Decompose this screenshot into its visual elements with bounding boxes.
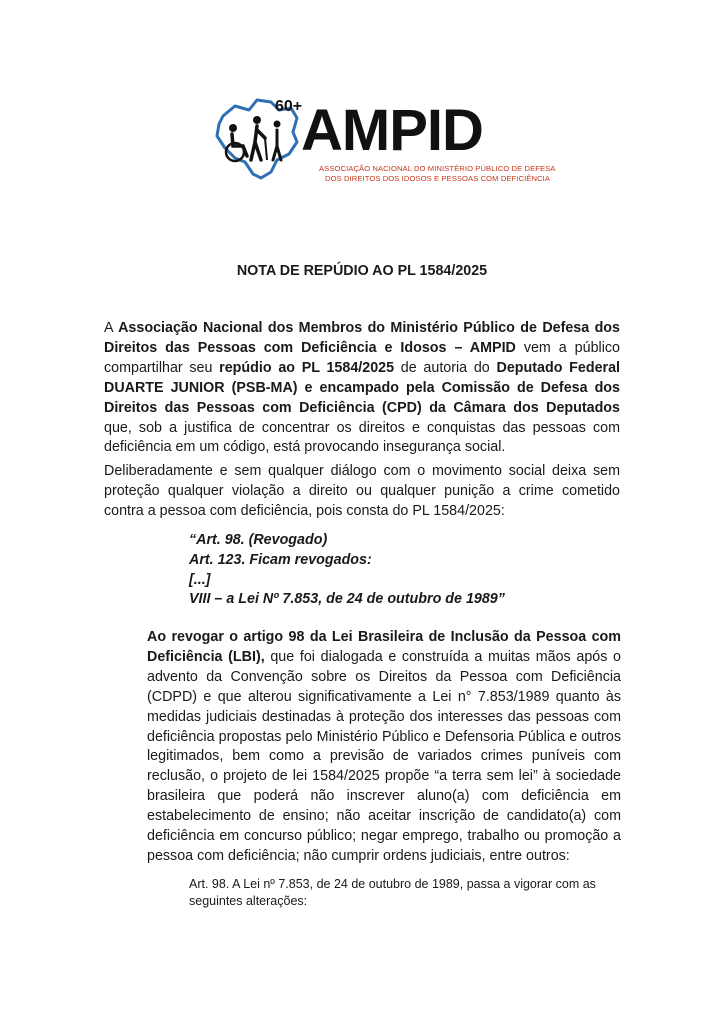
quote-line: Art. 123. Ficam revogados: — [189, 551, 372, 568]
elderly-person-icon — [251, 116, 267, 160]
logo-badge: 60+ — [275, 98, 303, 115]
logo-subtitle-line1: ASSOCIAÇÃO NACIONAL DO MINISTÉRIO PÚBLICO DE DEFESA — [319, 164, 556, 173]
citation-text: Art. 98. A Lei nº 7.853, de 24 de outubro de 1989, passa a vigorar com as seguintes alterações: — [189, 877, 596, 908]
paragraph-intro — [104, 319, 620, 458]
text: que foi dialogada e construída a muitas mãos após o advento da Convenção sobre os Direitos da Pessoa com Deficiência (CDPD) e que alterou significativamente a Lei n° 7.853/1989 quanto às medidas judiciais destinadas à proteção dos interesses das pessoas com deficiência propostas pelo Ministério Público e Defensoria Pública e outros legitimados, bem como a previsão de variados crimes puníveis com reclusão, o projeto de lei 1584/2025 propõe “a terra sem lei” à sociedade brasileira que poderá não inscrever aluno(a) com deficiência em estabelecimento de ensino; não aceitar inscrição de candidato(a) com deficiência em concurso público; negar emprego, trabalho ou promoção a pessoa com deficiência; não cumprir ordens judiciais, entre outros: — [147, 648, 621, 864]
bold-text: Deputado Federal DUARTE JUNIOR (PSB-MA) e encampado pela Comissão de Defesa dos Direitos das Pessoas com Deficiência (CPD) da Câmara dos Deputados — [104, 359, 621, 416]
text: A — [104, 320, 119, 336]
quote-line: [...] — [189, 571, 211, 588]
paragraph-third — [147, 628, 621, 867]
paragraph-second: Deliberadamente e sem qualquer diálogo com o movimento social deixa sem proteção qualquer violação a direito ou qualquer punição a crime cometido contra a pessoa com deficiência, pois consta do PL 1584/2025: — [104, 463, 620, 519]
logo-wordmark: AMPID — [301, 98, 483, 163]
text: que, sob a justifica de concentrar os direitos e conquistas das pessoas com deficiência em um código, está provocando insegurança social. — [104, 419, 620, 456]
quote-line: VIII – a Lei Nº 7.853, de 24 de outubro de 1989” — [189, 591, 505, 608]
quote-line: “Art. 98. (Revogado) — [189, 532, 328, 548]
person-icon — [273, 121, 281, 161]
document-title: NOTA DE REPÚDIO AO PL 1584/2025 — [236, 263, 488, 279]
ampid-logo — [205, 88, 556, 198]
logo-subtitle — [319, 164, 555, 184]
wheelchair-icon — [226, 124, 247, 161]
logo-subtitle-line2: DOS DIREITOS DOS IDOSOS E PESSOAS COM DEFICIÊNCIA — [325, 174, 551, 183]
text: vem a público compartilhar seu — [104, 339, 620, 376]
quoted-articles — [189, 531, 505, 610]
text: de autoria do — [394, 359, 497, 376]
bold-text: repúdio ao PL 1584/2025 — [219, 359, 395, 376]
bold-text: Ao revogar o artigo 98 da Lei Brasileira de Inclusão da Pessoa com Deficiência (LBI), — [147, 629, 621, 665]
bold-text: Associação Nacional dos Membros do Ministério Público de Defesa dos Direitos das Pessoas com Deficiência e Idosos – AMPID — [104, 320, 620, 356]
